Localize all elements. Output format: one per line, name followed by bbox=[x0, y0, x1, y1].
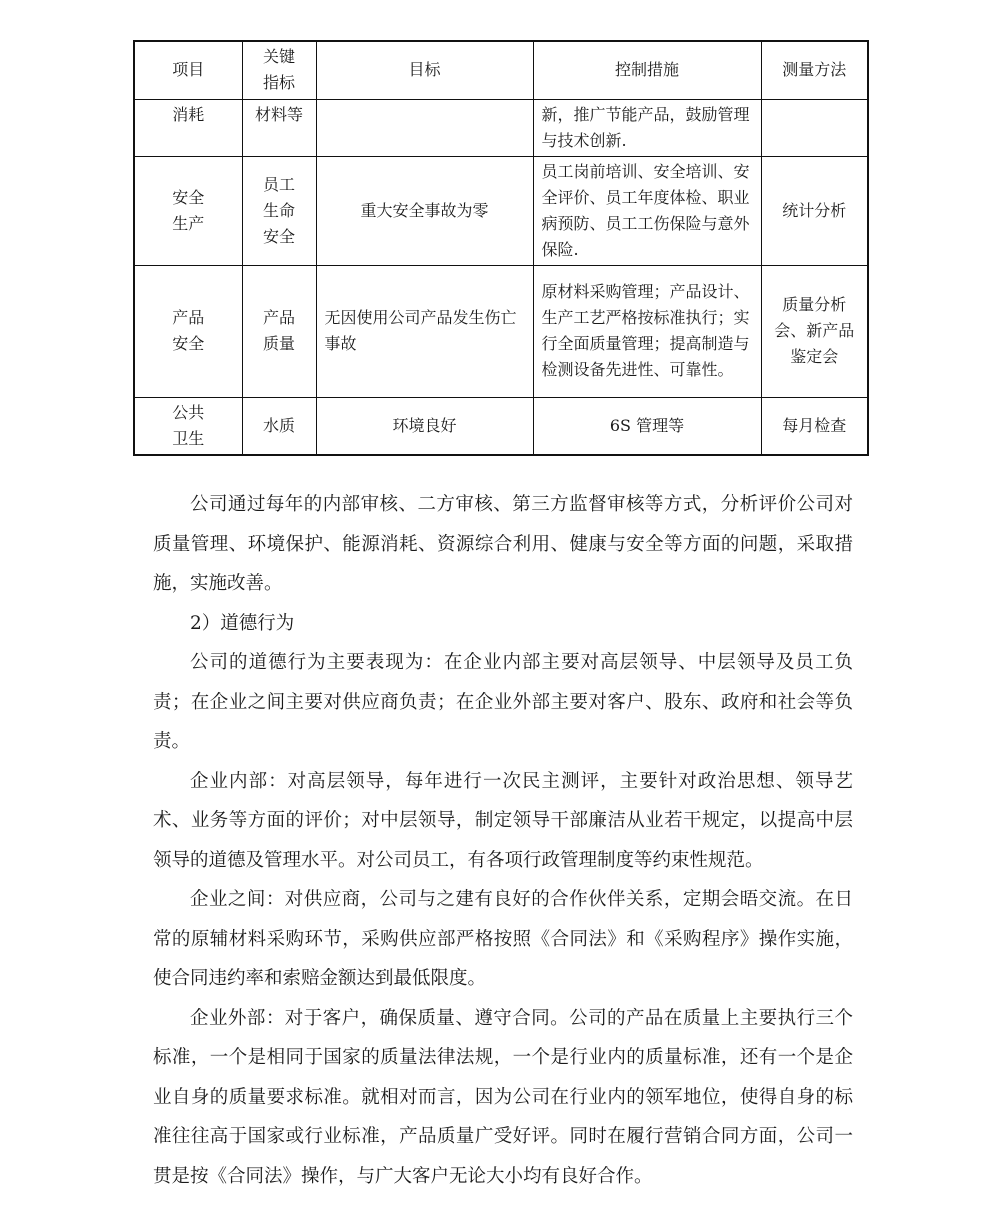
table-row bbox=[134, 265, 868, 397]
header-target: 目标 bbox=[316, 41, 533, 99]
paragraph: 企业内部：对高层领导，每年进行一次民主测评，主要针对政治思想、领导艺术、业务等方面的评价；对中层领导，制定领导干部廉洁从业若干规定，以提高中层领导的道德及管理水平。对公司员工，有各项行政管理制度等约束性规范。 bbox=[153, 770, 853, 871]
header-indicator: 关键 指标 bbox=[242, 41, 316, 99]
cell-item: 公共 卫生 bbox=[134, 397, 242, 455]
paragraph: 公司的道德行为主要表现为：在企业内部主要对高层领导、中层领导及员工负责；在企业之间主要对供应商负责；在企业外部主要对客户、股东、政府和社会等负责。 bbox=[153, 652, 853, 752]
cell-indicator: 产品 质量 bbox=[242, 265, 316, 397]
body-text bbox=[153, 485, 853, 1196]
table-row bbox=[134, 99, 868, 156]
paragraph: 企业外部：对于客户，确保质量、遵守合同。公司的产品在质量上主要执行三个标准，一个是相同于国家的质量法律法规，一个是行业内的质量标准，还有一个是企业自身的质量要求标准。就相对而言，因为公司在行业内的领军地位，使得自身的标准往往高于国家或行业标准，产品质量广受好评。同时在履行营销合同方面，公司一贯是按《合同法》操作，与广大客户无论大小均有良好合作。 bbox=[153, 1007, 853, 1187]
cell-target: 无因使用公司产品发生伤亡事故 bbox=[316, 265, 533, 397]
cell-indicator: 水质 bbox=[242, 397, 316, 455]
paragraph: 企业之间：对供应商，公司与之建有良好的合作伙伴关系，定期会晤交流。在日常的原辅材料采购环节，采购供应部严格按照《合同法》和《采购程序》操作实施，使合同违约率和索赔金额达到最低限度。 bbox=[153, 889, 853, 989]
cell-measures: 员工岗前培训、安全培训、安全评价、员工年度体检、职业病预防、员工工伤保险与意外保险. bbox=[533, 156, 761, 265]
cell-item: 产品 安全 bbox=[134, 265, 242, 397]
section-heading: 2）道德行为 bbox=[190, 612, 295, 634]
cell-method: 统计分析 bbox=[761, 156, 868, 265]
cell-measures: 原材料采购管理；产品设计、生产工艺严格按标准执行；实行全面质量管理；提高制造与检测设备先进性、可靠性。 bbox=[533, 265, 761, 397]
cell-measures: 6S 管理等 bbox=[533, 397, 761, 455]
cell-method bbox=[761, 99, 868, 156]
cell-indicator: 材料等 bbox=[242, 99, 316, 156]
table-row bbox=[134, 156, 868, 265]
header-item: 项目 bbox=[134, 41, 242, 99]
cell-target: 重大安全事故为零 bbox=[316, 156, 533, 265]
cell-measures: 新，推广节能产品，鼓励管理与技术创新. bbox=[533, 99, 761, 156]
paragraph: 公司通过每年的内部审核、二方审核、第三方监督审核等方式，分析评价公司对质量管理、环境保护、能源消耗、资源综合利用、健康与安全等方面的问题，采取措施，实施改善。 bbox=[153, 494, 853, 594]
cell-method: 质量分析会、新产品鉴定会 bbox=[761, 265, 868, 397]
cell-item: 消耗 bbox=[134, 99, 242, 156]
header-measures: 控制措施 bbox=[533, 41, 761, 99]
cell-method: 每月检查 bbox=[761, 397, 868, 455]
table-row bbox=[134, 397, 868, 455]
cell-item: 安全 生产 bbox=[134, 156, 242, 265]
cell-target: 环境良好 bbox=[316, 397, 533, 455]
cell-indicator: 员工 生命 安全 bbox=[242, 156, 316, 265]
cell-target bbox=[316, 99, 533, 156]
table-header-row bbox=[134, 41, 868, 99]
indicator-table bbox=[133, 40, 869, 456]
header-method: 测量方法 bbox=[761, 41, 868, 99]
